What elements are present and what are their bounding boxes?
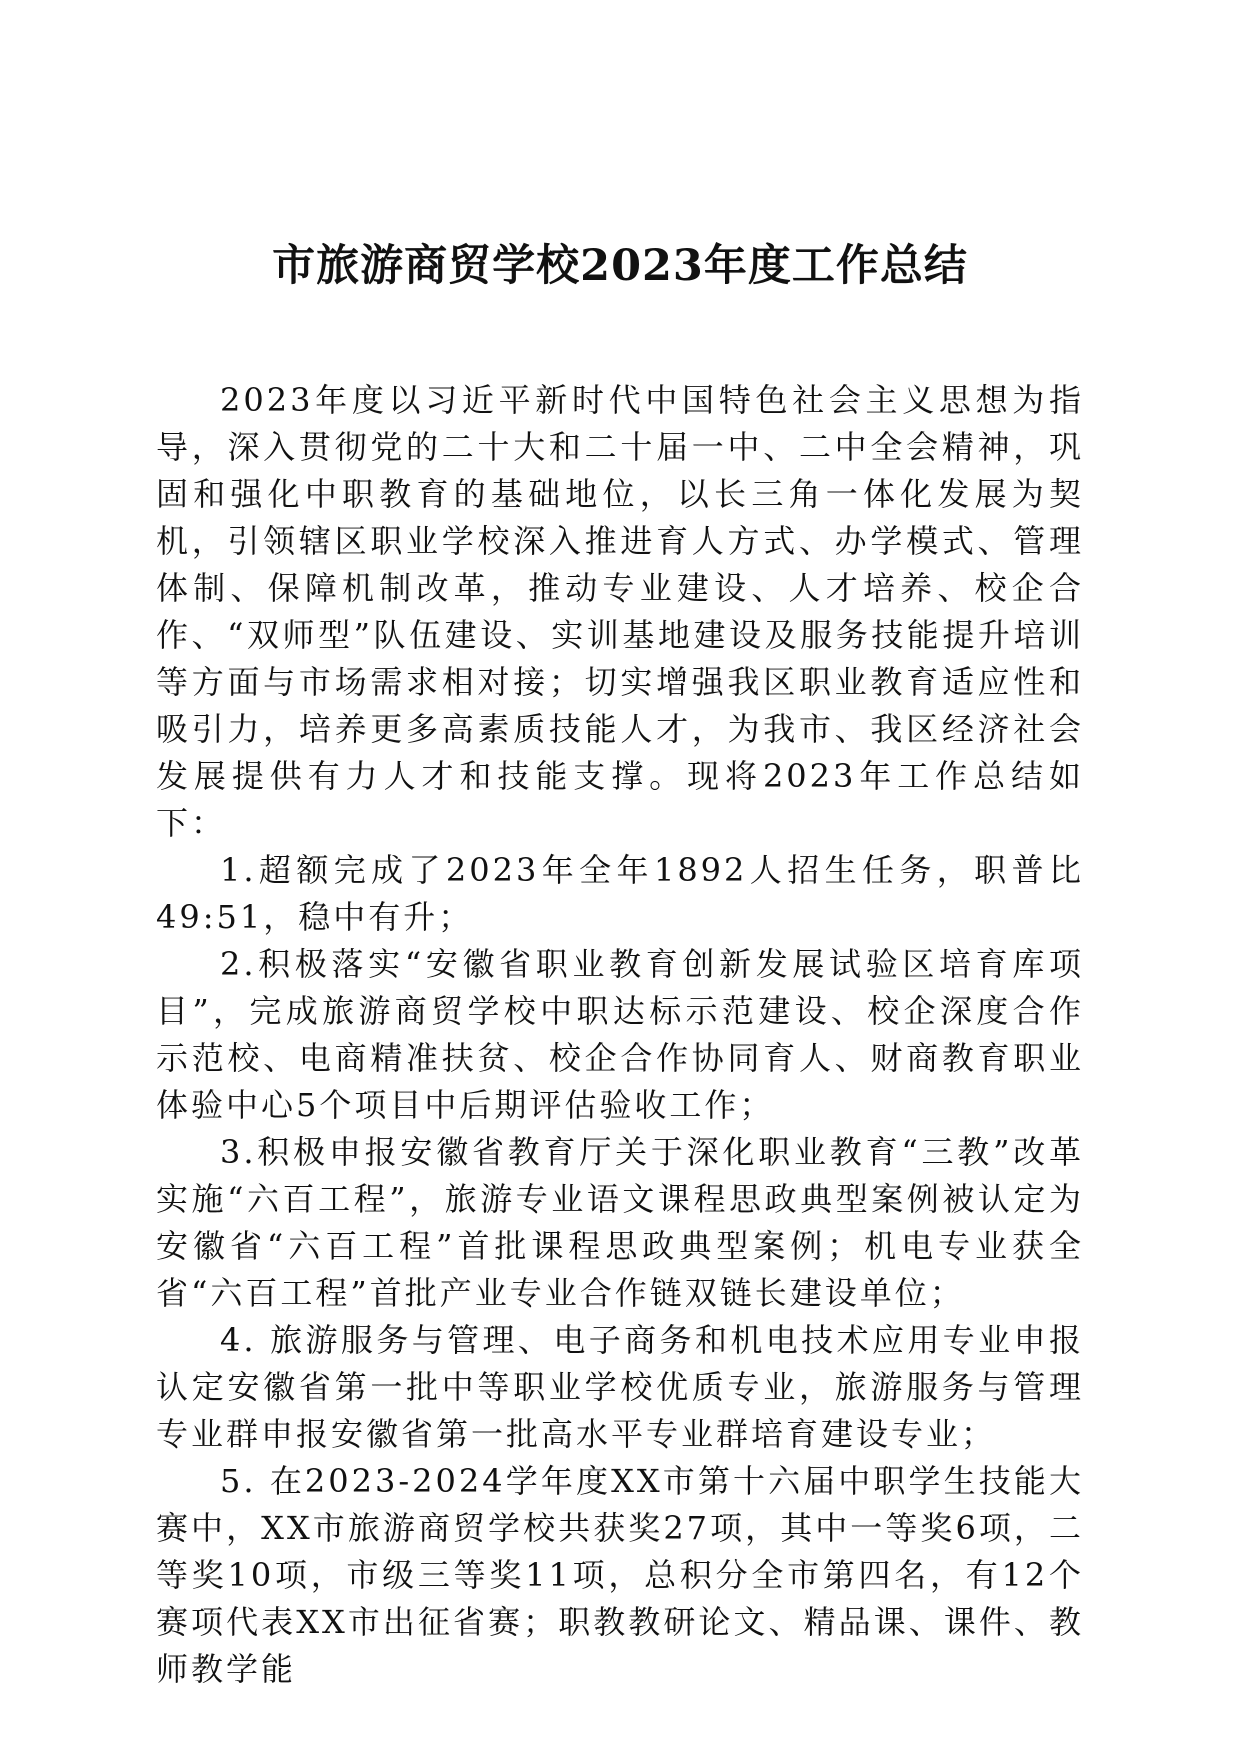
document-body bbox=[156, 377, 1084, 1693]
item-3-paragraph: 3.积极申报安徽省教育厅关于深化职业教育“三教”改革实施“六百工程”，旅游专业语文课程思政典型案例被认定为安徽省“六百工程”首批课程思政典型案例；机电专业获全省“六百工程”首批产业专业合作链双链长建设单位； bbox=[156, 1133, 1084, 1312]
item-4-paragraph: 4. 旅游服务与管理、电子商务和机电技术应用专业申报认定安徽省第一批中等职业学校优质专业，旅游服务与管理专业群申报安徽省第一批高水平专业群培育建设专业； bbox=[156, 1321, 1084, 1453]
intro-paragraph: 2023年度以习近平新时代中国特色社会主义思想为指导，深入贯彻党的二十大和二十届一中、二中全会精神，巩固和强化中职教育的基础地位，以长三角一体化发展为契机，引领辖区职业学校深入推进育人方式、办学模式、管理体制、保障机制改革，推动专业建设、人才培养、校企合作、“双师型”队伍建设、实训基地建设及服务技能提升培训等方面与市场需求相对接；切实增强我区职业教育适应性和吸引力，培养更多高素质技能人才，为我市、我区经济社会发展提供有力人才和技能支撑。现将2023年工作总结如下： bbox=[156, 381, 1084, 842]
item-5-paragraph: 5. 在2023-2024学年度XX市第十六届中职学生技能大赛中，XX市旅游商贸学校共获奖27项，其中一等奖6项，二等奖10项，市级三等奖11项，总积分全市第四名，有12个赛项代表XX市出征省赛；职教教研论文、精品课、课件、教师教学能 bbox=[156, 1462, 1084, 1688]
item-2-paragraph: 2.积极落实“安徽省职业教育创新发展试验区培育库项目”，完成旅游商贸学校中职达标示范建设、校企深度合作示范校、电商精准扶贫、校企合作协同育人、财商教育职业体验中心5个项目中后期评估验收工作； bbox=[156, 945, 1084, 1124]
document-title: 市旅游商贸学校2023年度工作总结 bbox=[272, 241, 968, 291]
item-1-paragraph: 1.超额完成了2023年全年1892人招生任务，职普比49:51，稳中有升； bbox=[156, 851, 1084, 936]
